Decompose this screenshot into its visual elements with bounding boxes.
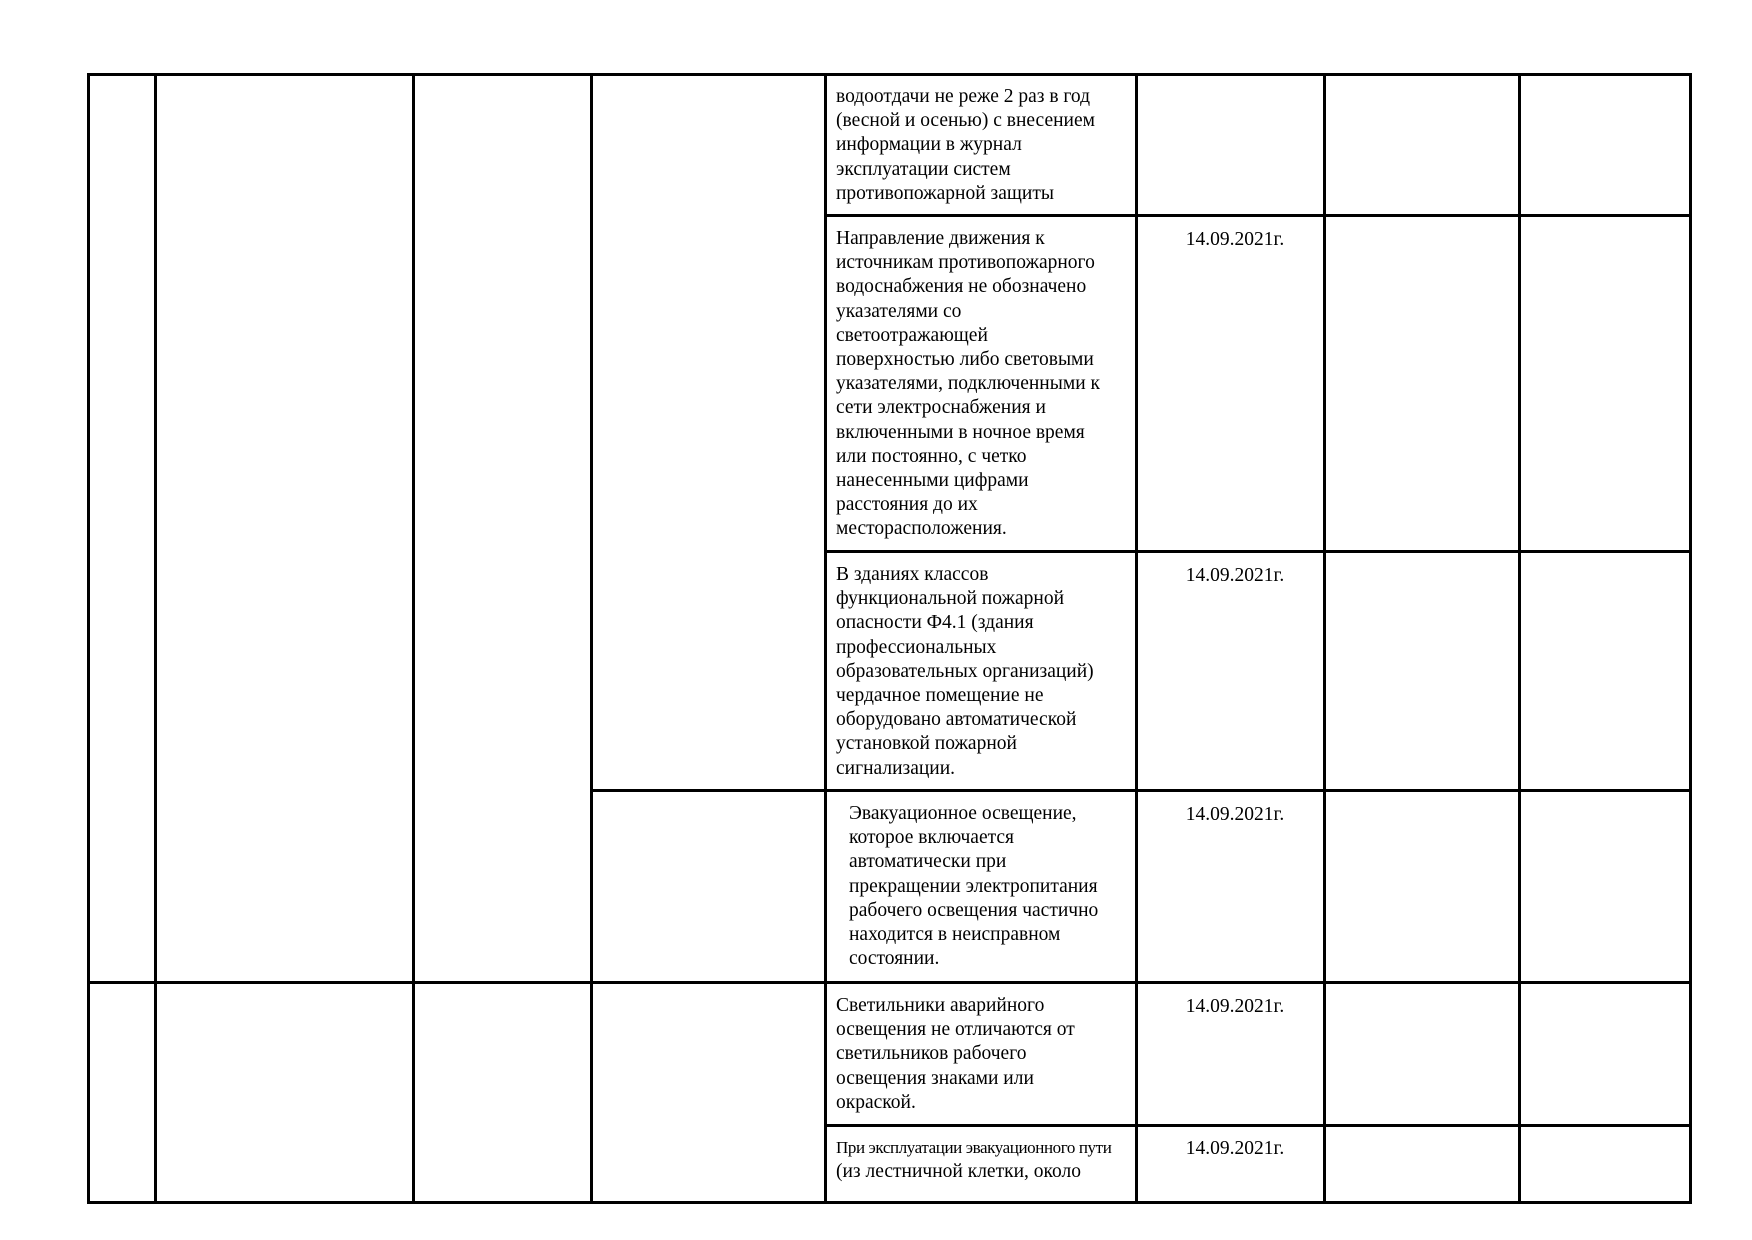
inspection-date: 14.09.2021г. xyxy=(1185,229,1285,250)
column-divider xyxy=(154,73,157,1204)
inspection-date: 14.09.2021г. xyxy=(1185,565,1285,586)
violation-description-continued: (из лестничной клетки, около xyxy=(836,1161,1081,1182)
row-divider xyxy=(590,789,1692,792)
violation-description: В зданиях классов функциональной пожарной опасности Ф4.1 (здания профессиональных образовательных организаций) чердачное помещение не оборудовано автоматической установкой пожарной сигнализации. xyxy=(836,564,1094,779)
row-divider xyxy=(87,981,1692,984)
column-divider xyxy=(1135,73,1138,1204)
row-divider xyxy=(824,1124,1692,1127)
column-divider xyxy=(824,73,827,1204)
violation-description: При эксплуатации эвакуационного пути xyxy=(836,1138,1112,1157)
violation-description: Светильники аварийного освещения не отличаются от светильников рабочего освещения знаками или окраской. xyxy=(836,995,1075,1113)
row-divider xyxy=(824,214,1692,217)
violation-description: водоотдачи не реже 2 раз в год (весной и осенью) с внесением информации в журнал эксплуатации систем противопожарной защиты xyxy=(836,86,1095,204)
violation-description: Направление движения к источникам противопожарного водоснабжения не обозначено указателями со светоотражающей поверхностью либо световыми указателями, подключенными к сети электроснабжения и включенными в ночное время или постоянно, с четко нанесенными цифрами расстояния до их месторасположения. xyxy=(836,228,1100,540)
inspection-date: 14.09.2021г. xyxy=(1185,804,1285,825)
column-divider xyxy=(590,73,593,1204)
row-divider xyxy=(824,550,1692,553)
violation-description: Эвакуационное освещение, которое включается автоматически при прекращении электропитания рабочего освещения частично находится в неисправном состоянии. xyxy=(849,803,1099,970)
inspection-date: 14.09.2021г. xyxy=(1185,996,1285,1017)
column-divider xyxy=(412,73,415,1204)
column-divider xyxy=(1518,73,1521,1204)
inspection-date: 14.09.2021г. xyxy=(1185,1138,1285,1159)
